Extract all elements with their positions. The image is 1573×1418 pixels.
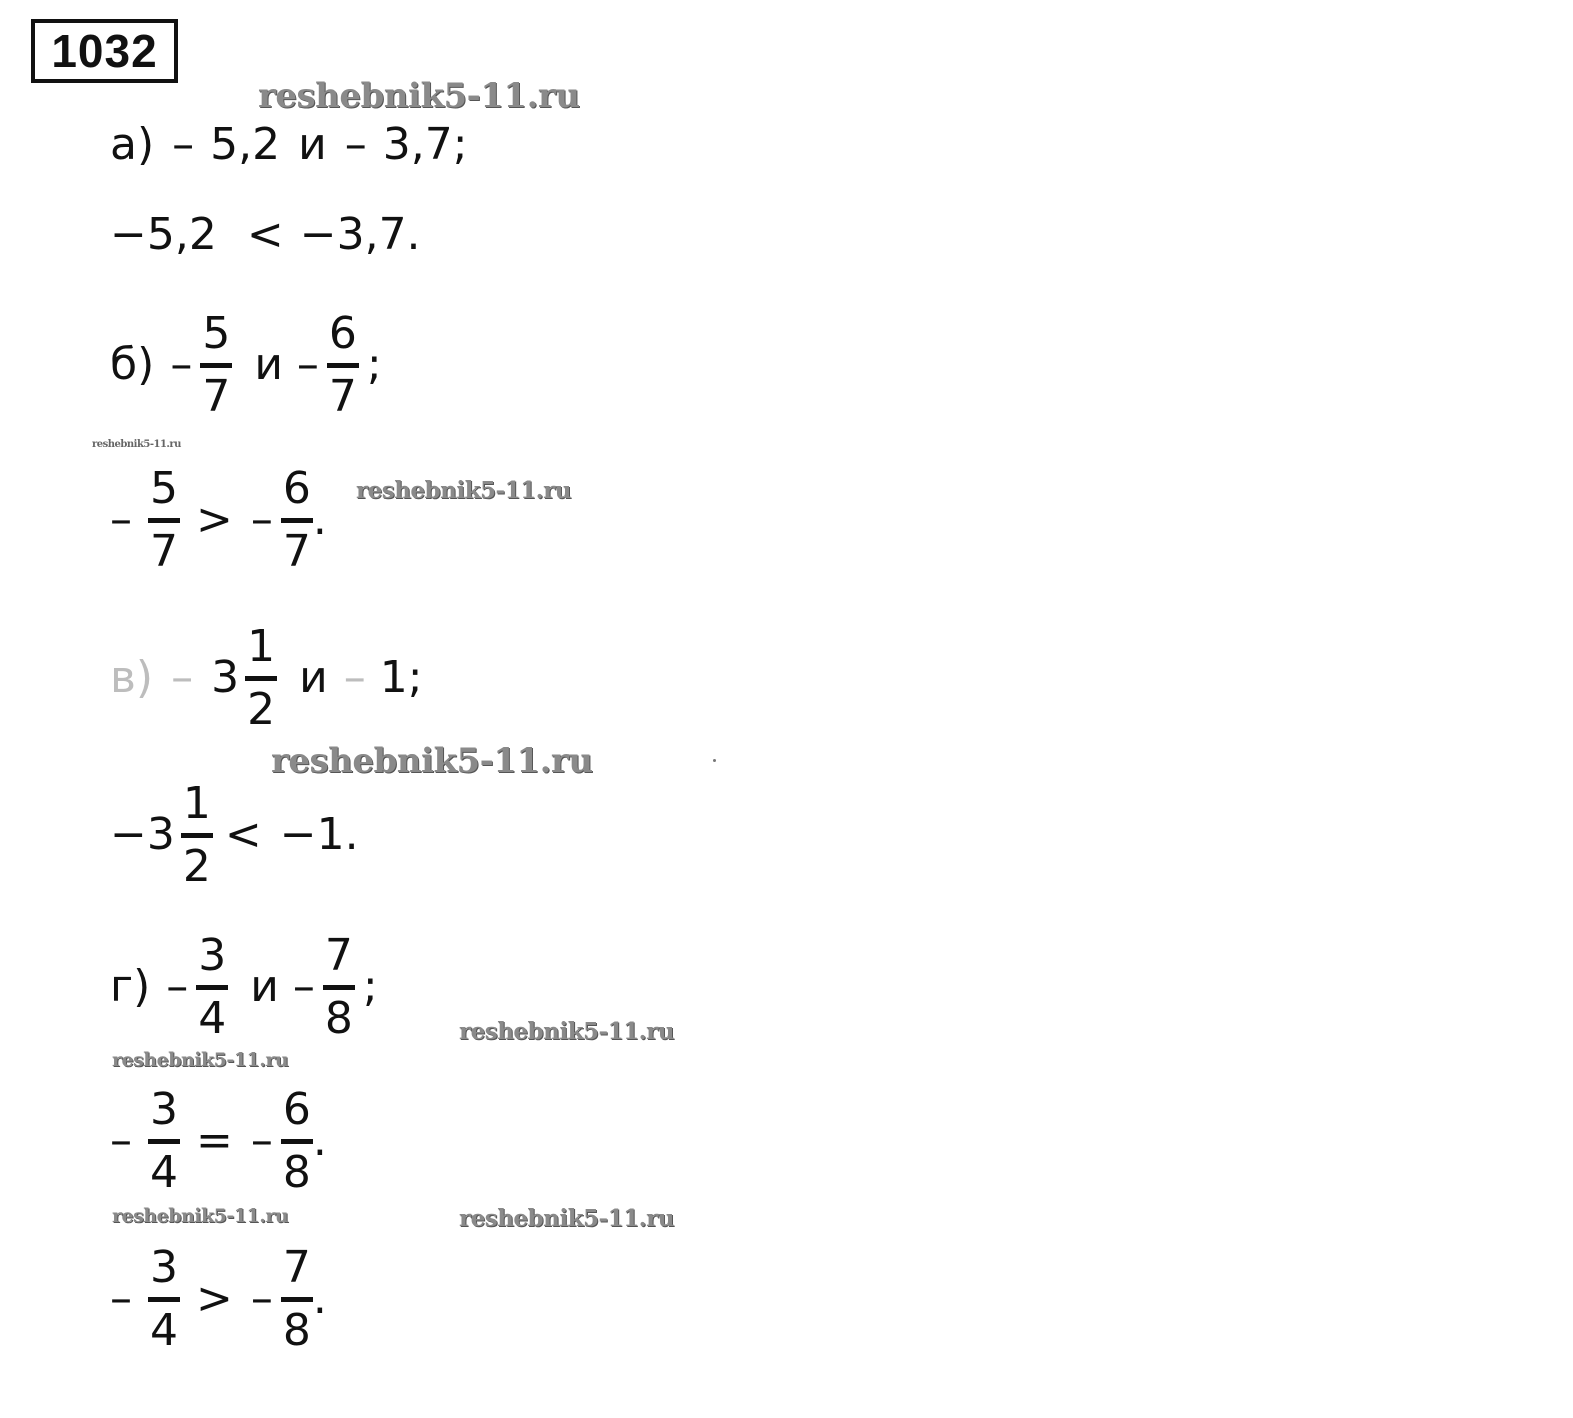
minus-sign: – (343, 652, 366, 703)
denominator: 7 (328, 370, 357, 422)
number: 3,7; (382, 119, 468, 170)
part-label: а) (110, 119, 155, 170)
minus-sign: – (171, 652, 194, 703)
fraction-bar (281, 1297, 313, 1302)
minus-sign: – (110, 1115, 132, 1166)
fraction-bar (281, 518, 313, 523)
denominator: 4 (150, 1304, 178, 1356)
denominator: 4 (198, 992, 227, 1044)
comparison-sign: < (224, 809, 262, 860)
watermark: reshebnik5-11.ru (92, 439, 181, 450)
part-g-task (110, 922, 378, 1052)
numerator: 1 (247, 621, 276, 673)
denominator: 2 (247, 683, 276, 735)
minus-sign: – (172, 119, 195, 170)
punctuation: . (312, 494, 327, 545)
numerator: 6 (282, 1084, 311, 1136)
punctuation: ; (366, 339, 382, 390)
fraction-bar (323, 985, 355, 990)
fraction-bar (327, 363, 359, 368)
watermark: reshebnik5-11.ru (459, 1205, 674, 1232)
equals-sign: = (196, 1115, 233, 1166)
numerator: 7 (324, 930, 353, 982)
conjunction: и (254, 339, 283, 390)
numerator: 6 (328, 308, 357, 360)
denominator: 4 (150, 1146, 178, 1198)
fraction (196, 931, 228, 1043)
part-label: б) (110, 339, 155, 390)
conjunction: и (250, 961, 279, 1012)
numerator: 1 (182, 778, 211, 830)
minus-sign: – (292, 961, 315, 1012)
number: −5,2 (110, 209, 217, 260)
part-b-answer (110, 455, 327, 585)
fraction-bar (200, 363, 232, 368)
denominator: 7 (202, 370, 231, 422)
watermark: reshebnik5-11.ru (459, 1018, 674, 1045)
problem-number: 1032 (31, 19, 178, 83)
denominator: 7 (282, 525, 311, 577)
minus-sign: – (166, 961, 189, 1012)
fraction-bar (181, 833, 213, 838)
minus-sign: – (344, 119, 367, 170)
punctuation: . (312, 1273, 327, 1324)
number: −3,7. (299, 209, 421, 260)
part-label: г) (110, 961, 151, 1012)
numerator: 3 (198, 930, 227, 982)
comparison-sign: > (196, 494, 233, 545)
fraction (245, 622, 277, 734)
fraction (148, 1085, 180, 1197)
comparison-sign: < (246, 209, 284, 260)
fraction (148, 464, 180, 576)
part-g-step (110, 1076, 327, 1206)
part-b-task (110, 300, 382, 430)
fraction-bar (245, 676, 277, 681)
denominator: 7 (150, 525, 178, 577)
fraction (281, 1085, 313, 1197)
minus-sign: – (110, 1273, 132, 1324)
minus-sign: – (250, 494, 273, 545)
fraction (181, 779, 213, 891)
mixed-number-whole: −3 (110, 809, 175, 860)
punctuation: ; (362, 961, 378, 1012)
numerator: 5 (150, 463, 178, 515)
fraction (281, 1243, 313, 1355)
stray-dot (713, 759, 716, 762)
numerator: 3 (150, 1084, 178, 1136)
fraction-bar (281, 1139, 313, 1144)
numerator: 3 (150, 1242, 178, 1294)
denominator: 8 (282, 1146, 311, 1198)
denominator: 2 (182, 840, 211, 892)
part-g-answer (110, 1234, 327, 1364)
minus-sign: – (296, 339, 319, 390)
punctuation: . (312, 1115, 327, 1166)
watermark: reshebnik5-11.ru (112, 1205, 289, 1227)
watermark: reshebnik5-11.ru (356, 477, 571, 504)
part-v-answer (110, 770, 359, 900)
denominator: 8 (282, 1304, 311, 1356)
minus-sign: – (250, 1115, 273, 1166)
numerator: 6 (282, 463, 311, 515)
fraction-bar (196, 985, 228, 990)
fraction-bar (148, 1139, 180, 1144)
numerator: 5 (202, 308, 231, 360)
comparison-sign: > (196, 1273, 233, 1324)
numerator: 7 (282, 1242, 311, 1294)
minus-sign: – (110, 494, 132, 545)
fraction-bar (148, 518, 180, 523)
conjunction: и (299, 652, 328, 703)
whole-number: 3 (211, 652, 240, 703)
fraction (200, 309, 232, 421)
number: 1; (379, 652, 423, 703)
watermark: reshebnik5-11.ru (112, 1049, 289, 1071)
number: −1. (279, 809, 359, 860)
fraction (323, 931, 355, 1043)
denominator: 8 (324, 992, 353, 1044)
conjunction: и (298, 119, 327, 170)
watermark: reshebnik5-11.ru (271, 741, 593, 781)
part-a-answer (110, 170, 421, 300)
number: 5,2 (210, 119, 281, 170)
part-v-task (110, 613, 423, 743)
minus-sign: – (250, 1273, 273, 1324)
fraction (148, 1243, 180, 1355)
fraction-bar (148, 1297, 180, 1302)
part-label: в) (110, 652, 154, 703)
minus-sign: – (170, 339, 193, 390)
fraction (327, 309, 359, 421)
fraction (281, 464, 313, 576)
watermark: reshebnik5-11.ru (258, 76, 580, 116)
